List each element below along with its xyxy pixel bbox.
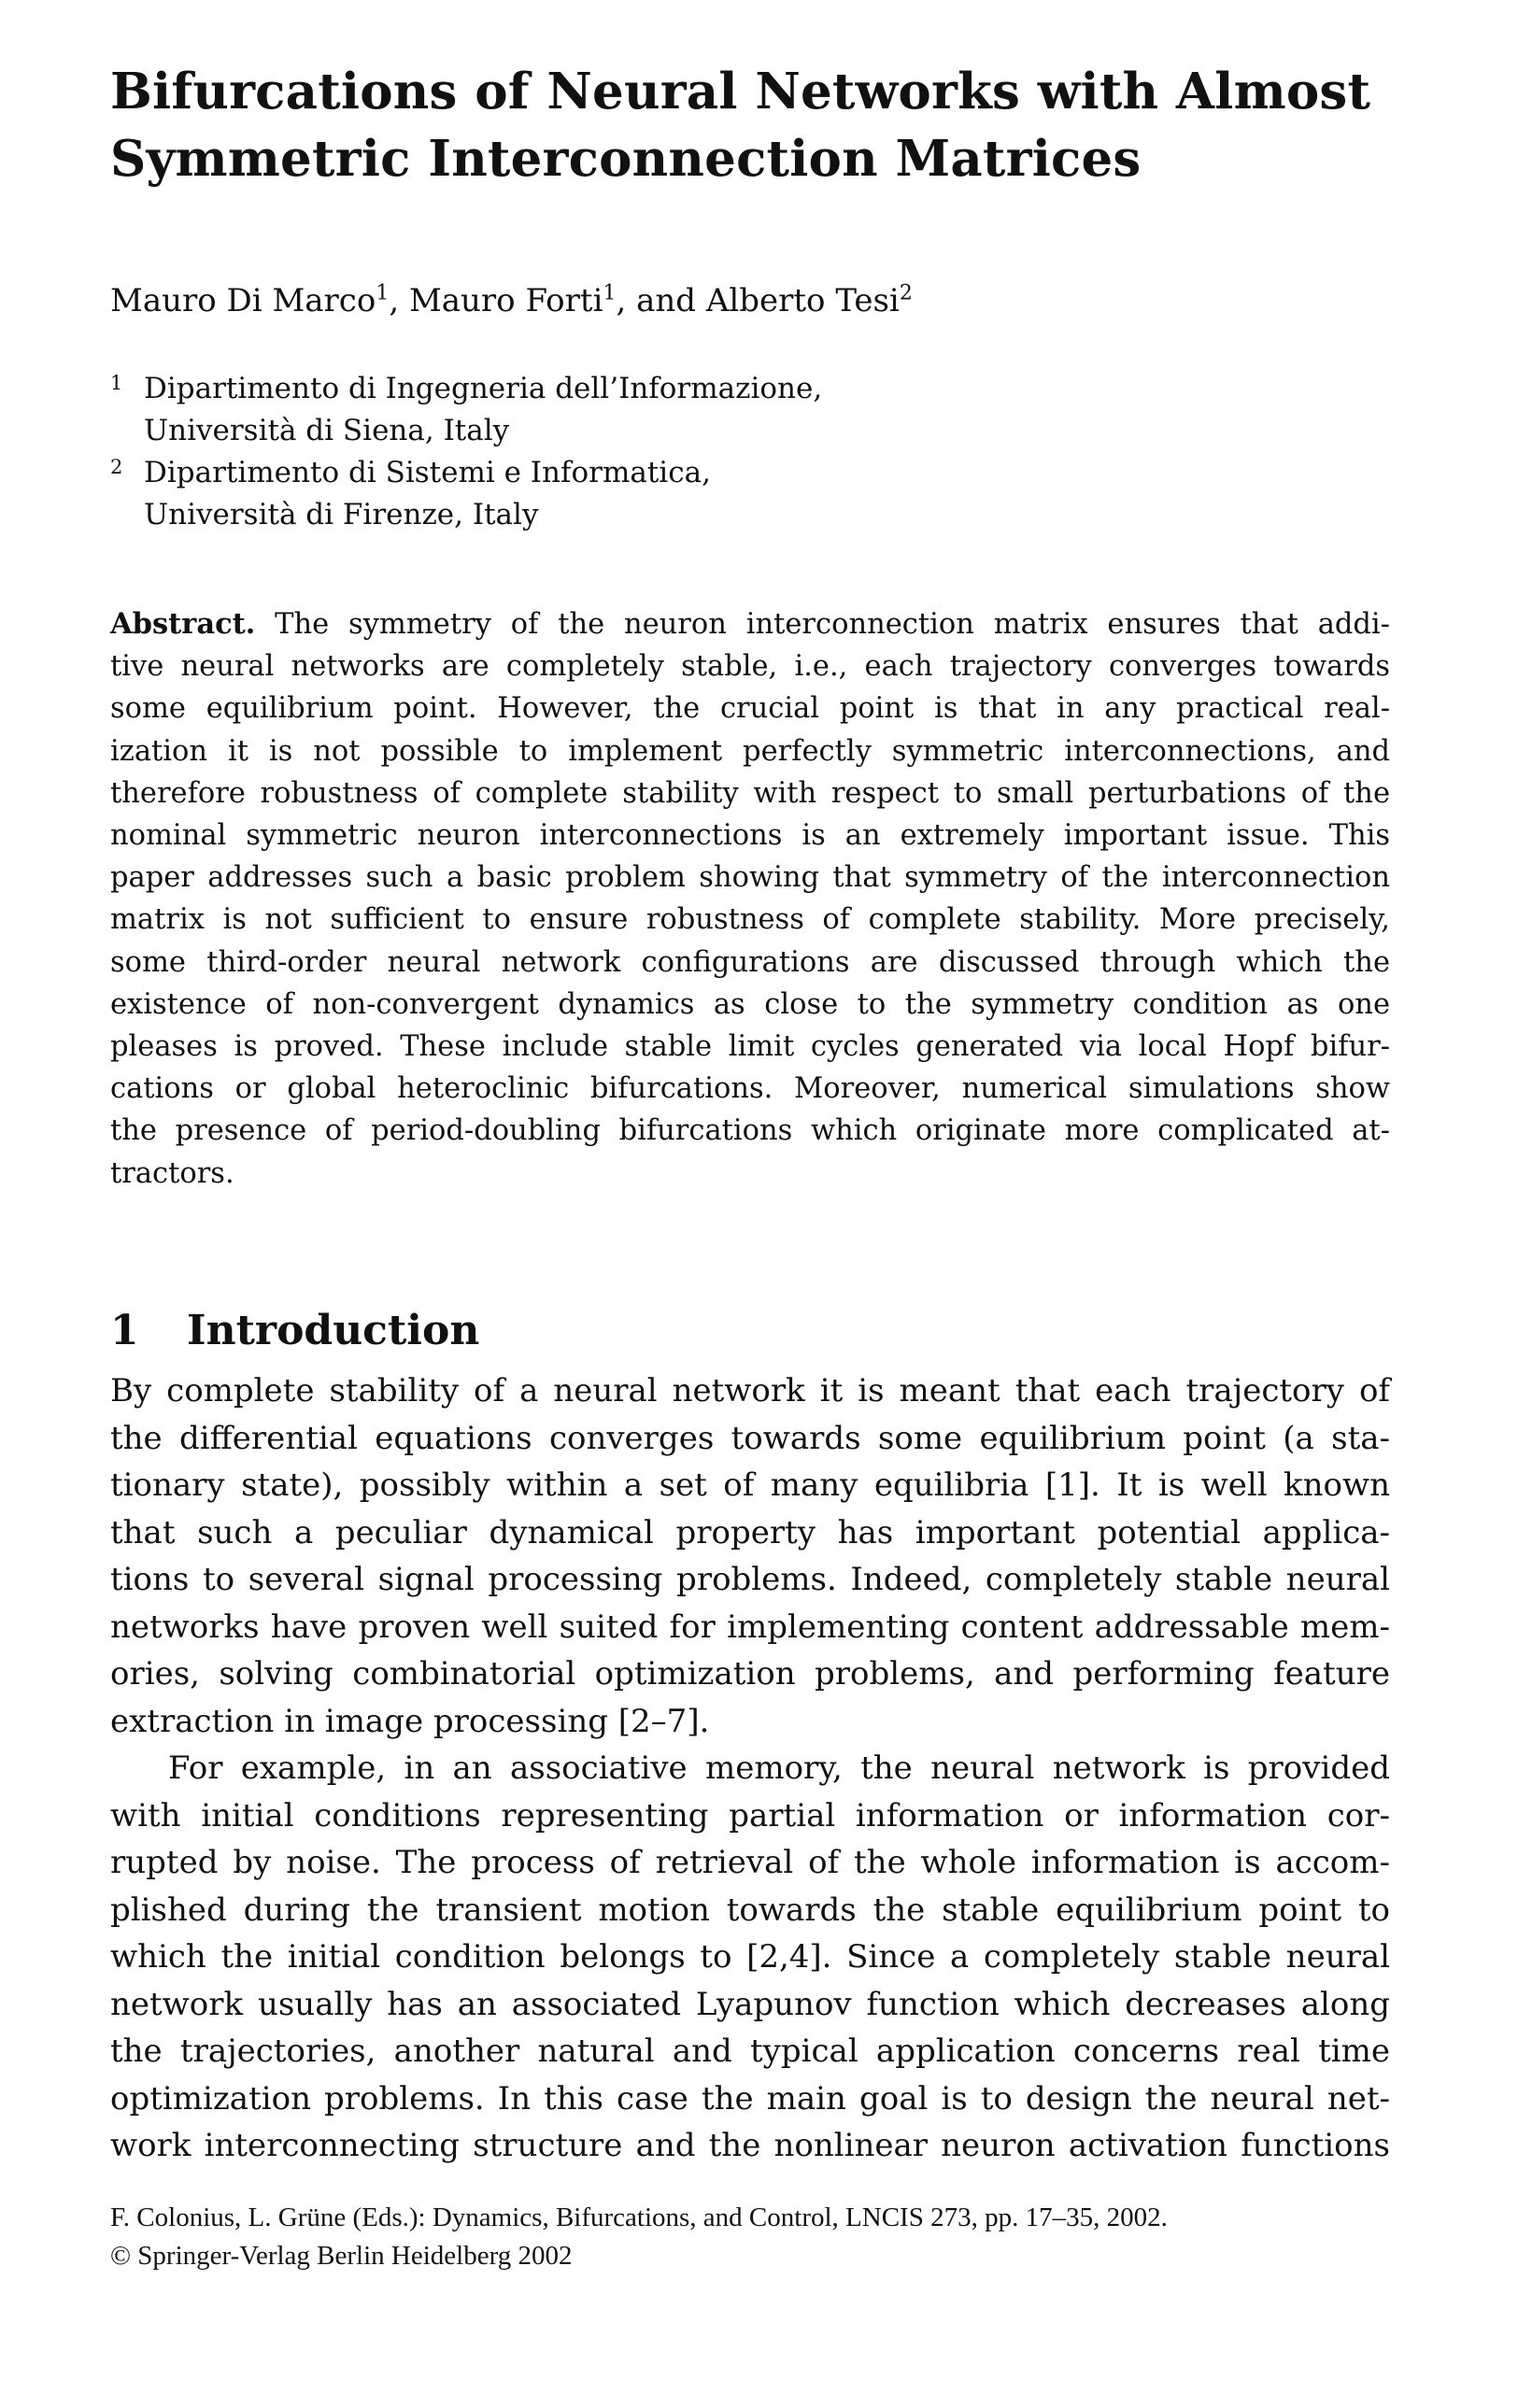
paper-title-line-2: Symmetric Interconnection Matrices [110, 130, 1142, 188]
author-list [110, 280, 913, 321]
body-line: network usually has an associated Lyapunov function which decreases along [110, 1985, 1390, 2023]
affiliation-mark: 1 [110, 372, 123, 394]
paper-title [110, 58, 1418, 192]
body-line: tionary state), possibly within a set of many equilibria [1]. It is well known [110, 1466, 1390, 1504]
abstract-line: nominal symmetric neuron interconnections is an extremely important issue. This [110, 819, 1390, 853]
paragraph-1 [110, 1367, 1390, 1745]
abstract-line: tractors. [110, 1156, 234, 1190]
abstract-line: existence of non-convergent dynamics as close to the symmetry condition as one [110, 987, 1390, 1021]
abstract-line: matrix is not sufficient to ensure robustness of complete stability. More precisely, [110, 903, 1390, 937]
affiliation-line: Università di Firenze, Italy [144, 498, 539, 531]
abstract-line: some third-order neural network configurations are discussed through which the [110, 945, 1390, 979]
affiliation-list [110, 368, 822, 536]
citation-line: F. Colonius, L. Grüne (Eds.): Dynamics, Bifurcations, and Control, LNCIS 273, pp. 17–35, 2002. [110, 2203, 1168, 2232]
section-heading [110, 1305, 479, 1357]
body-line: the trajectories, another natural and typical application concerns real time [110, 2033, 1390, 2070]
body-text [110, 1367, 1390, 2170]
author-affiliation-mark: 1 [376, 281, 390, 305]
abstract-line: some equilibrium point. However, the crucial point is that in any practical real- [110, 692, 1390, 726]
body-line: ories, solving combinatorial optimization problems, and performing feature [110, 1655, 1390, 1693]
body-line: which the initial condition belongs to [2,4]. Since a completely stable neural [110, 1938, 1390, 1976]
body-line: work interconnecting structure and the nonlinear neuron activation functions [110, 2127, 1390, 2164]
body-line: that such a peculiar dynamical property has important potential applica- [110, 1513, 1390, 1551]
body-line: optimization problems. In this case the main goal is to design the neural net- [110, 2079, 1390, 2118]
affiliation-line: Dipartimento di Sistemi e Informatica, [144, 456, 711, 489]
abstract-text: The symmetry of the neuron interconnection matrix ensures that addi- [255, 608, 1390, 641]
body-line: rupted by noise. The process of retrieval of the whole information is accom- [110, 1844, 1390, 1881]
author-name: Mauro Di Marco [110, 282, 376, 319]
body-line: By complete stability of a neural network it is meant that each trajectory of [110, 1372, 1390, 1409]
paragraph-2 [110, 1745, 1390, 2170]
section-number: 1 [110, 1306, 139, 1354]
affiliation-item [110, 368, 822, 452]
body-line: networks have proven well suited for implementing content addressable mem- [110, 1608, 1390, 1646]
author-separator: , and [616, 282, 706, 319]
author-name: Mauro Forti [408, 282, 603, 319]
affiliation-item [110, 452, 822, 536]
body-line: the differential equations converges towards some equilibrium point (a sta- [110, 1419, 1390, 1457]
abstract-line: cations or global heteroclinic bifurcations. Moreover, numerical simulations show [110, 1072, 1390, 1106]
author-affiliation-mark: 1 [603, 281, 617, 305]
abstract-line: tive neural networks are completely stable, i.e., each trajectory converges towards [110, 650, 1390, 684]
abstract-line: the presence of period-doubling bifurcations which originate more complicated at- [110, 1114, 1390, 1148]
body-line: tions to several signal processing problems. Indeed, completely stable neural [110, 1561, 1390, 1598]
abstract-line: paper addresses such a basic problem showing that symmetry of the interconnection [110, 861, 1390, 895]
section-title: Introduction [187, 1306, 480, 1354]
affiliation-line: Dipartimento di Ingegneria dell’Informazione, [144, 372, 823, 405]
copyright-line: © Springer-Verlag Berlin Heidelberg 2002 [110, 2241, 573, 2271]
abstract-line [110, 603, 1390, 645]
body-line: plished during the transient motion towards the stable equilibrium point to [110, 1891, 1390, 1929]
body-line: For example, in an associative memory, the neural network is provided [168, 1749, 1390, 1787]
affiliation-mark: 2 [110, 456, 123, 478]
abstract-line: pleases is proved. These include stable limit cycles generated via local Hopf bifur- [110, 1030, 1390, 1064]
paper-title-line-1: Bifurcations of Neural Networks with Almost [110, 63, 1371, 120]
publication-footer [110, 2199, 1168, 2275]
body-line: extraction in image processing [2–7]. [110, 1702, 710, 1740]
abstract-line: ization it is not possible to implement perfectly symmetric interconnections, and [110, 734, 1390, 768]
abstract [110, 603, 1390, 1195]
body-line: with initial conditions representing partial information or information cor- [110, 1796, 1390, 1834]
affiliation-line: Università di Siena, Italy [144, 414, 510, 447]
abstract-label: Abstract. [110, 607, 256, 641]
abstract-line: therefore robustness of complete stability with respect to small perturbations of the [110, 776, 1390, 810]
author-separator: , [389, 282, 409, 319]
author-affiliation-mark: 2 [899, 281, 913, 305]
author-name: Alberto Tesi [705, 282, 900, 319]
